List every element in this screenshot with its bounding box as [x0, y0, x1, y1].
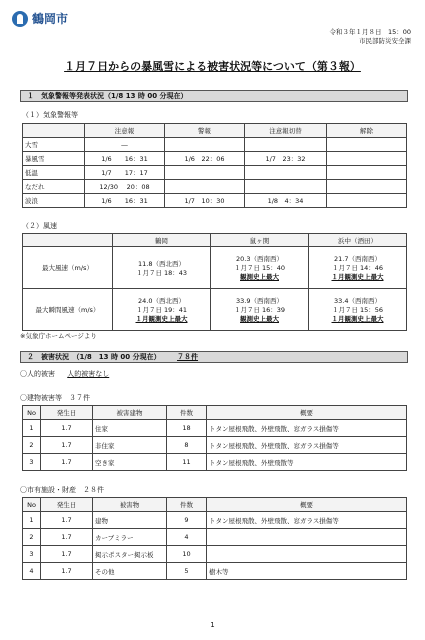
cell-summary: [207, 546, 407, 563]
table-row: [23, 138, 407, 152]
wind-time: １月７日 15：40: [233, 264, 286, 272]
pub-header-date: 発生日: [41, 498, 93, 512]
pub-header-no: No: [23, 498, 41, 512]
warnings-subtitle: （１）気象警報等: [22, 111, 78, 119]
table-row: [23, 454, 407, 471]
pub-header-count: 件数: [167, 498, 207, 512]
wind-value: 20.3（西南西）: [236, 255, 283, 263]
table-row: [23, 546, 407, 563]
warn-cell: [327, 194, 407, 208]
cell-date: 1.7: [41, 563, 93, 580]
cell-count: 9: [167, 512, 207, 529]
source-note: ※気象庁ホームページより: [20, 332, 97, 340]
cell-date: 1.7: [41, 512, 93, 529]
cell-summary: トタン屋根飛散、外壁飛散、窓ガラス損傷等: [207, 420, 407, 437]
building-damage-table: [22, 405, 407, 471]
bldg-header-date: 発生日: [41, 406, 93, 420]
table-row: [23, 166, 407, 180]
wind-record: 観測史上最大: [240, 273, 279, 281]
warn-cell: [327, 138, 407, 152]
wind-time: １月７日 19：41: [135, 306, 188, 314]
warn-type: 大雪: [23, 138, 85, 152]
wind-cell: [211, 247, 309, 289]
wind-row-label: 最大風速（m/s）: [23, 247, 113, 289]
wind-cell: [309, 247, 407, 289]
city-emblem-icon: [12, 11, 28, 27]
table-row: [23, 289, 407, 331]
wind-cell: [309, 289, 407, 331]
section2-count: ７８件: [177, 353, 199, 361]
table-row: [23, 563, 407, 580]
page-title: １月７日からの暴風雪による被害状況等について（第３報）: [64, 60, 361, 73]
cell-no: 1: [23, 512, 41, 529]
warn-header-warning: 警報: [165, 124, 245, 138]
org-name: 鶴岡市: [32, 12, 69, 26]
wind-value: 21.7（西南西）: [334, 255, 381, 263]
wind-record: １月観測史上最大: [331, 273, 384, 281]
report-date: 令和３年１月８日 15：00: [329, 28, 411, 36]
cell-building: 空き家: [93, 454, 167, 471]
pub-header-item: 被害物: [93, 498, 167, 512]
warn-cell: 1/7 23：32: [245, 152, 327, 166]
cell-date: 1.7: [41, 529, 93, 546]
wind-cell: [113, 289, 211, 331]
cell-no: 2: [23, 529, 41, 546]
warn-cell: [165, 138, 245, 152]
warn-cell: [245, 180, 327, 194]
cell-count: 11: [167, 454, 207, 471]
wind-time: １月７日 15：56: [331, 306, 384, 314]
warn-header-blank: [23, 124, 85, 138]
cell-date: 1.7: [41, 454, 93, 471]
cell-date: 1.7: [41, 437, 93, 454]
cell-date: 1.7: [41, 420, 93, 437]
warn-cell: [165, 166, 245, 180]
warn-cell: [165, 180, 245, 194]
wind-record: １月観測史上最大: [331, 315, 384, 323]
public-damage-table: [22, 497, 407, 580]
cell-count: 8: [167, 437, 207, 454]
bldg-header-building: 被害建物: [93, 406, 167, 420]
wind-time: １月７日 16：39: [233, 306, 286, 314]
warn-cell: ―: [85, 138, 165, 152]
date-block: [329, 28, 411, 46]
warn-cell: 1/6 22：06: [165, 152, 245, 166]
warn-cell: 1/6 16：31: [85, 194, 165, 208]
warn-cell: 1/7 17：17: [85, 166, 165, 180]
cell-no: 1: [23, 420, 41, 437]
warn-cell: [327, 166, 407, 180]
cell-count: 4: [167, 529, 207, 546]
bldg-header-count: 件数: [167, 406, 207, 420]
cell-summary: トタン屋根飛散、外壁飛散、窓ガラス損傷等: [207, 437, 407, 454]
page-number: 1: [210, 621, 215, 629]
cell-item: 建物: [93, 512, 167, 529]
public-damage-title: 〇市有施設・財産 ２８件: [20, 486, 104, 494]
table-row: [23, 194, 407, 208]
table-row: [23, 529, 407, 546]
wind-cell: [113, 247, 211, 289]
warn-header-advisory: 注意報: [85, 124, 165, 138]
warn-cell: 1/8 4：34: [245, 194, 327, 208]
bldg-header-no: No: [23, 406, 41, 420]
cell-summary: 樹木等: [207, 563, 407, 580]
cell-building: 非住家: [93, 437, 167, 454]
wind-value: 11.8（西北西）: [138, 259, 185, 268]
wind-header-nezugaseki: 鼠ヶ関: [211, 234, 309, 247]
table-row: [23, 180, 407, 194]
cell-summary: [207, 529, 407, 546]
warn-type: 暴風雪: [23, 152, 85, 166]
warn-cell: 1/7 10：30: [165, 194, 245, 208]
cell-date: 1.7: [41, 546, 93, 563]
wind-table: [22, 233, 407, 331]
pub-header-summary: 概要: [207, 498, 407, 512]
table-row: [23, 152, 407, 166]
cell-no: 4: [23, 563, 41, 580]
cell-count: 18: [167, 420, 207, 437]
wind-record: １月観測史上最大: [135, 315, 188, 323]
cell-building: 住家: [93, 420, 167, 437]
cell-count: 5: [167, 563, 207, 580]
table-row: [23, 420, 407, 437]
warnings-table: [22, 123, 407, 208]
table-row: [23, 512, 407, 529]
human-damage-value: 人的被害なし: [67, 370, 110, 378]
wind-subtitle: （２）風速: [22, 222, 57, 230]
city-logo: [12, 10, 68, 27]
warn-header-lifted: 解除: [327, 124, 407, 138]
wind-row-label: 最大瞬間風速（m/s）: [23, 289, 113, 331]
warn-type: なだれ: [23, 180, 85, 194]
human-damage-label: 〇人的被害: [20, 370, 55, 378]
warn-cell: 12/30 20：08: [85, 180, 165, 194]
section1-bar: １ 気象警報等発表状況（1/8 13 時 00 分現在）: [20, 90, 408, 102]
warn-cell: [327, 180, 407, 194]
cell-no: 2: [23, 437, 41, 454]
section2-bar: [20, 351, 408, 363]
table-row: [23, 247, 407, 289]
wind-value: 33.9（西南西）: [236, 297, 283, 305]
warn-cell: [245, 166, 327, 180]
wind-time: １月７日 18：43: [135, 268, 188, 277]
cell-item: その他: [93, 563, 167, 580]
warn-cell: 1/6 16：31: [85, 152, 165, 166]
department: 市民部防災安全課: [359, 37, 411, 45]
wind-header-tsuruoka: 鶴岡: [113, 234, 211, 247]
warn-cell: [245, 138, 327, 152]
human-damage: [20, 369, 109, 379]
wind-value: 24.0（西北西）: [138, 297, 185, 305]
cell-no: 3: [23, 546, 41, 563]
wind-header-hamanaka: 浜中（酒田）: [309, 234, 407, 247]
cell-item: 掲示ポスター掲示板: [93, 546, 167, 563]
cell-item: カーブミラー: [93, 529, 167, 546]
section2-title: ２ 被害状況 （1/8 13 時 00 分現在）: [27, 353, 161, 361]
warn-type: 低温: [23, 166, 85, 180]
cell-summary: トタン屋根飛散、外壁飛散等: [207, 454, 407, 471]
bldg-header-summary: 概要: [207, 406, 407, 420]
wind-header-blank: [23, 234, 113, 247]
cell-summary: トタン屋根飛散、外壁飛散、窓ガラス損傷等: [207, 512, 407, 529]
wind-value: 33.4（西南西）: [334, 297, 381, 305]
cell-no: 3: [23, 454, 41, 471]
cell-count: 10: [167, 546, 207, 563]
wind-cell: [211, 289, 309, 331]
wind-record: 観測史上最大: [240, 315, 279, 323]
table-row: [23, 437, 407, 454]
warn-header-switch: 注意報切替: [245, 124, 327, 138]
wind-time: １月７日 14：46: [331, 264, 384, 272]
warn-cell: [327, 152, 407, 166]
warn-type: 波浪: [23, 194, 85, 208]
building-damage-title: 〇建物被害等 ３７件: [20, 394, 90, 402]
